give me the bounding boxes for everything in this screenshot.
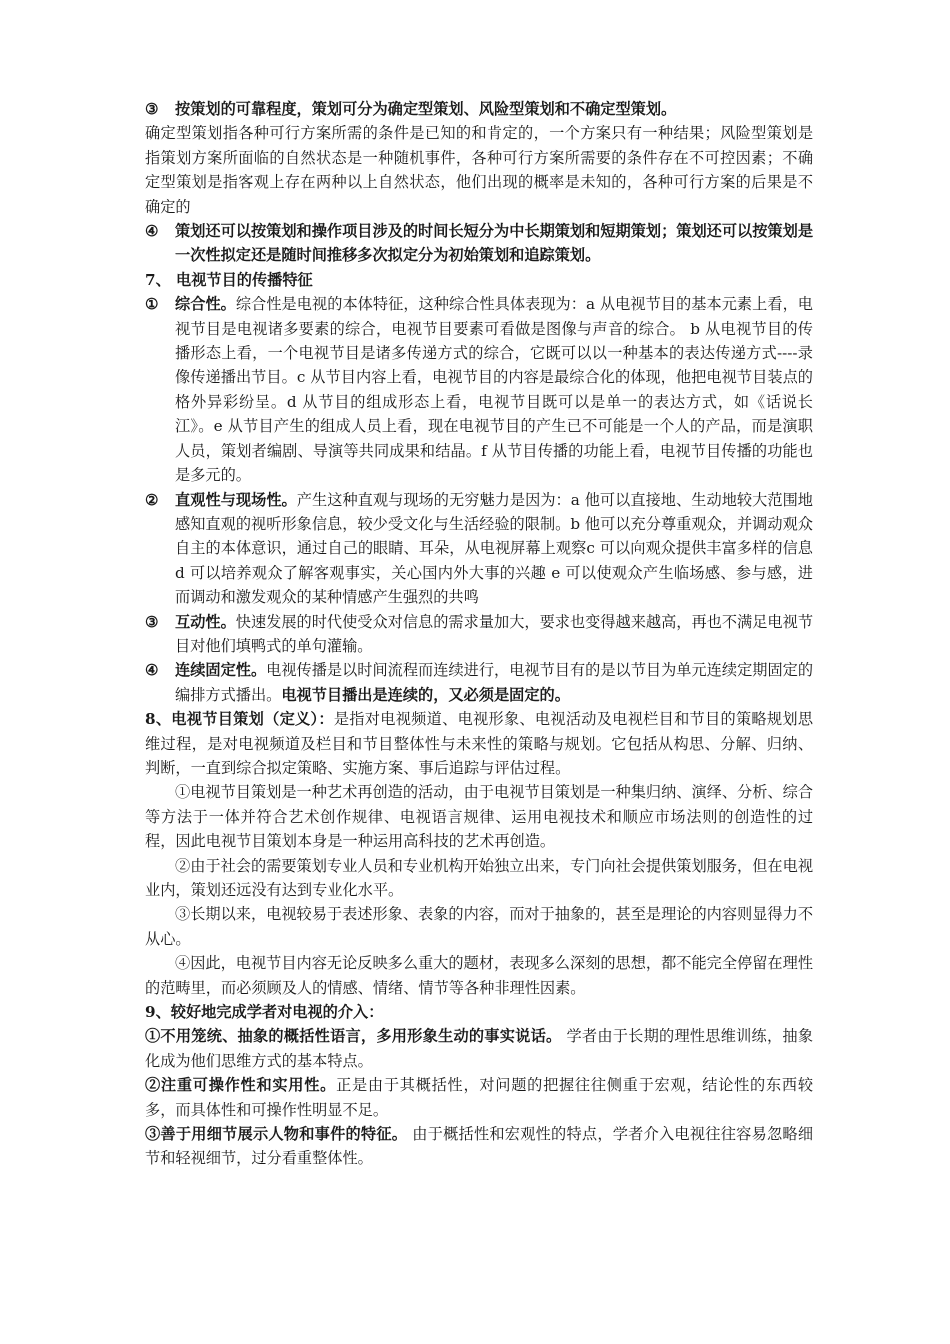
item-text: 产生这种直观与现场的无穷魅力是因为：a 他可以直接地、生动地较大范围地感知直观的视听形象信息，较少受文化与生活经验的限制。b 他可以充分尊重观众，并调动观众自主的本体意识，通过自己的眼睛、耳朵，从电视屏幕上观察c 可以向观众提供丰富多样的信息 d 可以培养观众了解客观事实，关心国内外大事的兴趣 e 可以使观众产生临场感、参与感，进而调动和激发观众的某种情感产生强烈的共鸣 <box>175 490 813 607</box>
item-marker: ① <box>145 295 159 314</box>
item-lead: 连续固定性。 <box>175 661 267 680</box>
section-9-item-1 <box>145 1024 813 1073</box>
item-text: 快速发展的时代使受众对信息的需求量加大，要求也变得越来越高，再也不满足电视节目对他们填鸭式的单句灌输。 <box>175 612 814 655</box>
item-lead: ①不用笼统、抽象的概括性语言，多用形象生动的事实说话。 <box>145 1027 562 1046</box>
section-9-item-2 <box>145 1073 813 1122</box>
section-6-item-3 <box>145 97 813 121</box>
item-marker: ③ <box>145 612 159 631</box>
item-marker: ② <box>145 490 159 509</box>
section-7-item-3 <box>145 610 813 659</box>
item-lead: 综合性。 <box>175 295 236 314</box>
item-text: 学者由于长期的理性思维训练，抽象化成为他们思维方式的基本特点。 <box>145 1027 814 1070</box>
item-text: 策划还可以按策划和操作项目涉及的时间长短分为中长期策划和短期策划；策划还可以按策划是一次性拟定还是随时间推移多次拟定分为初始策划和追踪策划。 <box>175 222 813 265</box>
section-8-text: 是指对电视频道、电视形象、电视活动及电视栏目和节目的策略规划思维过程，是对电视频道及栏目和节目整体性与未来性的策略与规划。它包括从构思、分解、归纳、判断，一直到综合拟定策略、实施方案、事后追踪与评估过程。 <box>145 710 814 777</box>
item-marker: ④ <box>145 222 159 241</box>
item-tail: 电视节目播出是连续的，又必须是固定的。 <box>281 685 570 704</box>
section-8-para-2: ②由于社会的需要策划专业人员和专业机构开始独立出来，专门向社会提供策划服务，但在电视业内，策划还远没有达到专业化水平。 <box>145 856 813 899</box>
item-lead: ③善于用细节展示人物和事件的特征。 <box>145 1125 408 1144</box>
item-text: 由于概括性和宏观性的特点，学者介入电视往往容易忽略细节和轻视细节，过分看重整体性。 <box>145 1125 814 1168</box>
section-8-heading: 8、电视节目策划（定义）： <box>145 710 334 729</box>
item-heading: 按策划的可靠程度，策划可分为确定型策划、风险型策划和不确定型策划。 <box>175 100 677 118</box>
section-9-item-3 <box>145 1122 813 1171</box>
section-8-para-3: ③长期以来，电视较易于表述形象、表象的内容，而对于抽象的，甚至是理论的内容则显得力不从心。 <box>145 905 813 948</box>
item-text: 电视传播是以时间流程而连续进行，电视节目有的是以节目为单元连续定期固定的编排方式播出。 <box>175 661 814 704</box>
item-text: 正是由于其概括性，对问题的把握往往侧重于宏观，结论性的东西较多，而具体性和可操作性明显不足。 <box>145 1076 814 1119</box>
section-8-para-1: ①电视节目策划是一种艺术再创造的活动，由于电视节目策划是一种集归纳、演绎、分析、综合等方法于一体并符合艺术创作规律、电视语言规律、运用电视技术和顺应市场法则的创造性的过程，因此电视节目策划本身是一种运用高科技的艺术再创造。 <box>145 783 813 851</box>
section-8-para-4: ④因此，电视节目内容无论反映多么重大的题材，表现多么深刻的思想，都不能完全停留在理性的范畴里，而必须顾及人的情感、情绪、情节等各种非理性因素。 <box>145 954 813 997</box>
section-6-item-4 <box>145 219 813 268</box>
section-8-definition <box>145 707 813 780</box>
section-7-item-2 <box>145 488 813 610</box>
section-7-heading: 7、 电视节目的传播特征 <box>145 270 313 289</box>
item-text: 综合性是电视的本体特征，这种综合性具体表现为：a 从电视节目的基本元素上看，电视节目是电视诸多要素的综合，电视节目要素可看做是图像与声音的综合。 b 从电视节目的传播形态上看，一个电视节目是诸多传递方式的综合，它既可以以一种基本的表达传递方式----录像传递播出节目。c 从节目内容上看，电视节目的内容是最综合化的体现，他把电视节目装点的格外异彩纷呈。d 从节目的组成形态上看，电视节目既可以是单一的表达方式，如《话说长江》。e 从节目产生的组成人员上看，现在电视节目的产生已不可能是一个人的产品，而是演职人员，策划者编剧、导演等共同成果和结晶。f 从节目传播的功能上看，电视节目传播的功能也是多元的。 <box>175 295 813 485</box>
section-7-item-1 <box>145 292 813 487</box>
item-lead: 互动性。 <box>175 612 236 631</box>
item-marker: ③ <box>145 100 159 118</box>
item-lead: 直观性与现场性。 <box>175 490 297 509</box>
item-marker: ④ <box>145 661 159 680</box>
section-7-item-4 <box>145 658 813 707</box>
item-lead: ②注重可操作性和实用性。 <box>145 1076 337 1095</box>
section-9-heading: 9、较好地完成学者对电视的介入： <box>145 1003 384 1022</box>
paragraph: 确定型策划指各种可行方案所需的条件是已知的和肯定的，一个方案只有一种结果；风险型策划是指策划方案所面临的自然状态是一种随机事件，各种可行方案所需要的条件存在不可控因素；不确定型策划是指客观上存在两种以上自然状态，他们出现的概率是未知的，各种可行方案的后果是不确定的 <box>145 124 813 216</box>
document-page <box>145 97 813 1171</box>
